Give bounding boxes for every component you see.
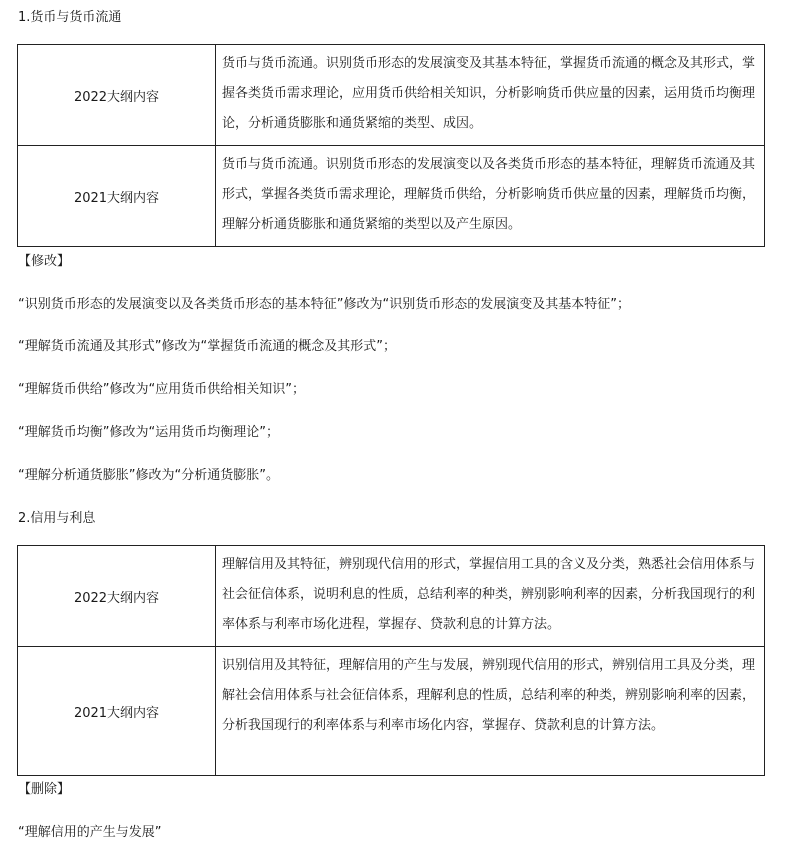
section-2-comparison-table xyxy=(17,545,765,776)
section-1-comparison-table xyxy=(17,44,765,247)
row-content-2021: 识别信用及其特征，理解信用的产生与发展，辨别现代信用的形式，辨别信用工具及分类，理解社会信用体系与社会征信体系，理解利息的性质，总结利率的种类，辨别影响利率的因素，分析我国现行的利率体系与利率市场化内容，掌握存、贷款利息的计算方法。 xyxy=(216,647,765,776)
row-label-2021: 2021大纲内容 xyxy=(18,647,216,776)
row-content-2022: 理解信用及其特征，辨别现代信用的形式，掌握信用工具的含义及分类，熟悉社会信用体系与社会征信体系，说明利息的性质，总结利率的种类，辨别影响利率的因素，分析我国现行的利率体系与利率市场化进程，掌握存、贷款利息的计算方法。 xyxy=(216,546,765,647)
change-item: “理解货币流通及其形式”修改为“掌握货币流通的概念及其形式”； xyxy=(18,339,396,354)
row-content-2021: 货币与货币流通。识别货币形态的发展演变以及各类货币形态的基本特征，理解货币流通及其形式，掌握各类货币需求理论，理解货币供给，分析影响货币供应量的因素，理解货币均衡，理解分析通货膨胀和通货紧缩的类型以及产生原因。 xyxy=(216,146,765,247)
section-2-title: 2.信用与利息 xyxy=(18,511,96,526)
section-1-title: 1.货币与货币流通 xyxy=(18,10,122,25)
change-tag-delete: 【删除】 xyxy=(18,782,71,797)
change-item: “理解货币均衡”修改为“运用货币均衡理论”； xyxy=(18,425,279,440)
row-content-2022: 货币与货币流通。识别货币形态的发展演变及其基本特征，掌握货币流通的概念及其形式，掌握各类货币需求理论，应用货币供给相关知识，分析影响货币供应量的因素，运用货币均衡理论，分析通货膨胀和通货紧缩的类型、成因。 xyxy=(216,45,765,146)
table-row xyxy=(18,146,765,247)
table-row xyxy=(18,546,765,647)
change-item: “理解分析通货膨胀”修改为“分析通货膨胀”。 xyxy=(18,468,279,483)
row-label-2022: 2022大纲内容 xyxy=(18,546,216,647)
row-label-2022: 2022大纲内容 xyxy=(18,45,216,146)
change-item: “识别货币形态的发展演变以及各类货币形态的基本特征”修改为“识别货币形态的发展演变及其基本特征”； xyxy=(18,297,630,312)
table-row xyxy=(18,647,765,776)
change-item: “理解信用的产生与发展” xyxy=(18,825,162,840)
change-tag-modify: 【修改】 xyxy=(18,254,71,269)
change-item: “理解货币供给”修改为“应用货币供给相关知识”； xyxy=(18,382,305,397)
table-row xyxy=(18,45,765,146)
row-label-2021: 2021大纲内容 xyxy=(18,146,216,247)
